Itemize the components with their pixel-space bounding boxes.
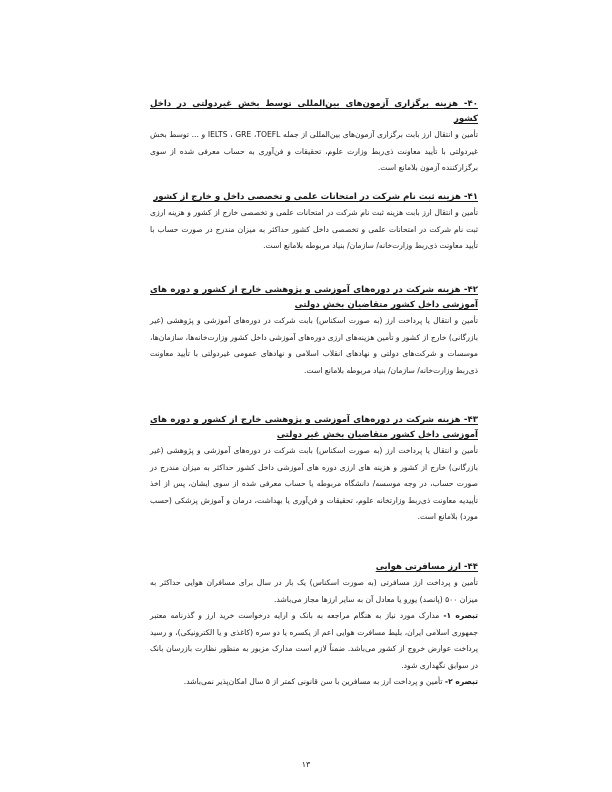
section-body: تأمین و انتقال یا پرداخت ارز (به صورت اسکناس) بابت شرکت در دوره‌های آموزشی و پژوهشی (غیر بازرگانی) خارج از کشور و هزینه های ارزی دوره های آموزشی داخل کشور حداکثر به میزان مندرج در صورت حساب، در وجه موسسه/ دانشگاه مربوطه یا حساب معرفی شده از سوی ایشان، پس از اخذ تأییدیه معاونت ذی‌ربط وزارتخانه علوم، تحقیقات و فن‌آوری یا بهداشت، درمان و آموزش پزشکی (حسب مورد) بلامانع است. [150, 446, 478, 521]
section-heading: ۴۱- هزینه ثبت نام شرکت در امتحانات علمی و تخصصی داخل و خارج از کشور [153, 192, 478, 202]
section-43 [150, 413, 478, 526]
note-text: مدارک مورد نیاز به هنگام مراجعه به بانک و ارایه درخواست خرید ارز و گذرنامه معتبر جمهوری اسلامی ایران، بلیط مسافرت هوایی اعم از یکسره یا دو سره (کاغذی و یا الکترونیکی)، و رسید پرداخت عوارض خروج از کشور می‌باشد. ضمناً لازم است مدارک مزبور به منظور نظارت بازرسان بانک در سوابق نگهداری شود. [150, 611, 478, 670]
page-number: ۱۳ [301, 760, 311, 769]
note-label: تبصره ۱- [443, 611, 478, 620]
section-body: تأمین و انتقال ارز بابت هزینه ثبت نام شرکت در امتحانات علمی و تخصصی خارج از کشور و هزینه ارزی ثبت نام شرکت در امتحانات علمی و تخصصی داخل کشور حداکثر به میزان مندرج در صورت حساب با تأیید معاونت ذی‌ربط وزارت‌خانه/ سازمان/ بنیاد مربوطه بلامانع است. [150, 208, 478, 250]
section-heading: ۴۳- هزینه شرکت در دوره‌های آموزشی و پژوهشی خارج از کشور و دوره های آموزشی داخل کشور متقاضیان بخش غیر دولتی [150, 415, 478, 440]
section-heading: ۴۲- هزینه شرکت در دوره‌های آموزشی و پژوهشی خارج از کشور و دوره های آموزشی داخل کشور متقاضیان بخش دولتی [150, 285, 478, 310]
section-40 [150, 97, 478, 177]
section-body: تأمین و انتقال یا پرداخت ارز (به صورت اسکناس) بابت شرکت در دوره‌های آموزشی و پژوهشی (غیر بازرگانی) خارج از کشور و تأمین هزینه‌های ارزی دوره‌های آموزشی داخل کشور وزارت‌خانه‌ها، سازمان‌ها، موسسات و شرکت‌های دولتی و نهادهای انقلاب اسلامی و نهادهای عمومی غیردولتی با تأیید معاونت ذی‌ربط وزارت‌خانه/ سازمان/ بنیاد مربوطه بلامانع است. [150, 316, 478, 375]
section-heading: ۴۰- هزینه برگزاری آزمون‌های بین‌المللی توسط بخش غیردولتی در داخل کشور [150, 99, 478, 124]
note-1 [150, 608, 478, 674]
note-2 [150, 674, 478, 691]
section-body: تأمین و انتقال ارز بابت برگزاری آزمون‌های بین‌المللی از جمله IELTS ، GRE ،TOEFL و ... توسط بخش غیردولتی با تأیید معاونت ذی‌ربط وزارت علوم، تحقیقات و فن‌آوری به حساب معرفی شده از سوی برگزارکننده آزمون بلامانع است. [150, 130, 478, 172]
section-41 [150, 190, 478, 255]
section-heading: ۴۴- ارز مسافرتی هوایی [375, 562, 478, 572]
note-label: تبصره ۲- [444, 677, 478, 686]
section-44 [150, 560, 478, 691]
section-body: تأمین و پرداخت ارز مسافرتی (به صورت اسکناس) یک بار در سال برای مسافران هوایی حداکثر به میزان ۵۰۰ (پانصد) یورو یا معادل آن به سایر ارزها مجاز می‌باشد. [150, 578, 478, 604]
section-42 [150, 283, 478, 379]
note-text: تأمین و پرداخت ارز به مسافرین با سن قانونی کمتر از ۵ سال امکان‌پذیر نمی‌باشد. [183, 677, 445, 686]
